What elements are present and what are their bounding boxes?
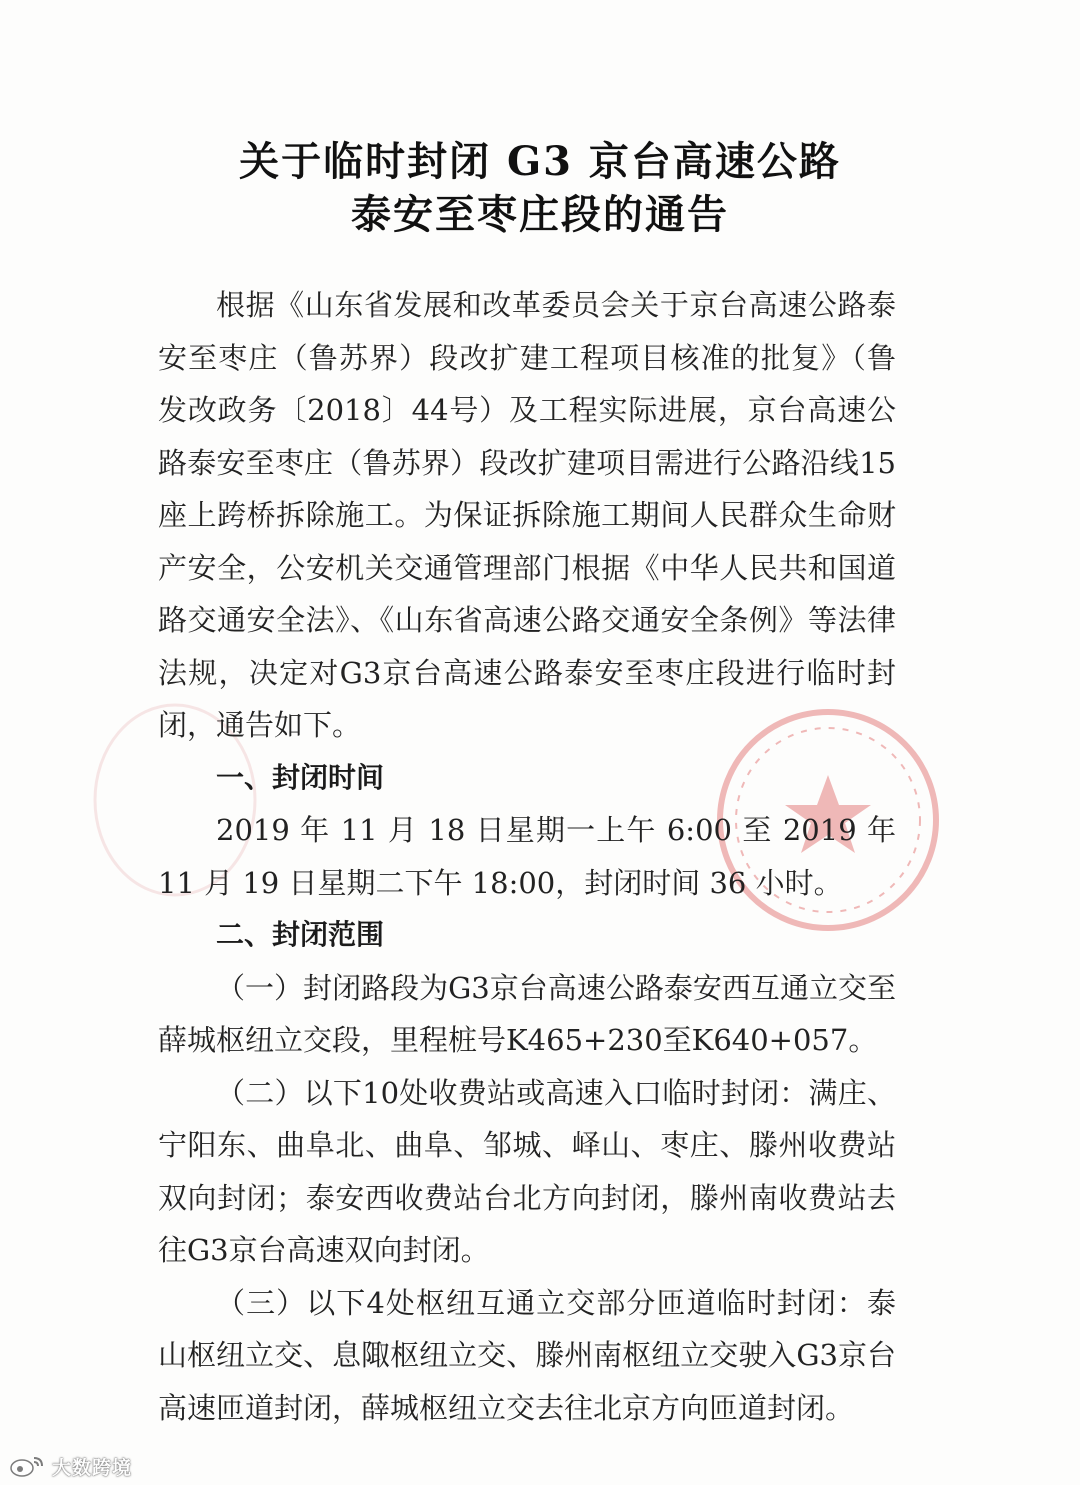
- paragraph-scope-1: （一）封闭路段为G3京台高速公路泰安西互通立交至薛城枢纽立交段，里程桩号K465+230至K640+057。: [158, 970, 896, 1057]
- paragraph-closure-time: 2019 年 11 月 18 日星期一上午 6:00 至 2019 年 11 月 19 日星期二下午 18:00，封闭时间 36 小时。: [158, 813, 896, 900]
- paragraph-intro: 根据《山东省发展和改革委员会关于京台高速公路泰安至枣庄（鲁苏界）段改扩建工程项目核准的批复》（鲁发改政务〔2018〕44号）及工程实际进展，京台高速公路泰安至枣庄（鲁苏界）段改扩建项目需进行公路沿线15座上跨桥拆除施工。为保证拆除施工期间人民群众生命财产安全，公安机关交通管理部门根据《中华人民共和国道路交通安全法》、《山东省高速公路交通安全条例》等法律法规，决定对G3京台高速公路泰安至枣庄段进行临时封闭，通告如下。: [158, 288, 896, 742]
- watermark: [8, 1452, 132, 1480]
- section-heading-closure-scope: 二、封闭范围: [216, 918, 385, 951]
- document-title-line1: 关于临时封闭 G3 京台高速公路: [239, 138, 841, 185]
- document-body: [158, 279, 896, 1434]
- paragraph-scope-3: （三）以下4处枢纽互通立交部分匝道临时封闭：泰山枢纽立交、息陬枢纽立交、滕州南枢纽立交驶入G3京台高速匝道封闭，薛城枢纽立交去往北京方向匝道封闭。: [158, 1285, 896, 1425]
- document-title-line2: 泰安至枣庄段的通告: [351, 191, 729, 238]
- paragraph-scope-2: （二）以下10处收费站或高速入口临时封闭：满庄、宁阳东、曲阜北、曲阜、邹城、峄山、枣庄、滕州收费站双向封闭；泰安西收费站台北方向封闭，滕州南收费站去往G3京台高速双向封闭。: [158, 1075, 896, 1267]
- weibo-logo-icon: [8, 1454, 48, 1478]
- watermark-text: 大数跨境: [52, 1456, 133, 1479]
- section-heading-closure-time: 一、封闭时间: [216, 760, 385, 794]
